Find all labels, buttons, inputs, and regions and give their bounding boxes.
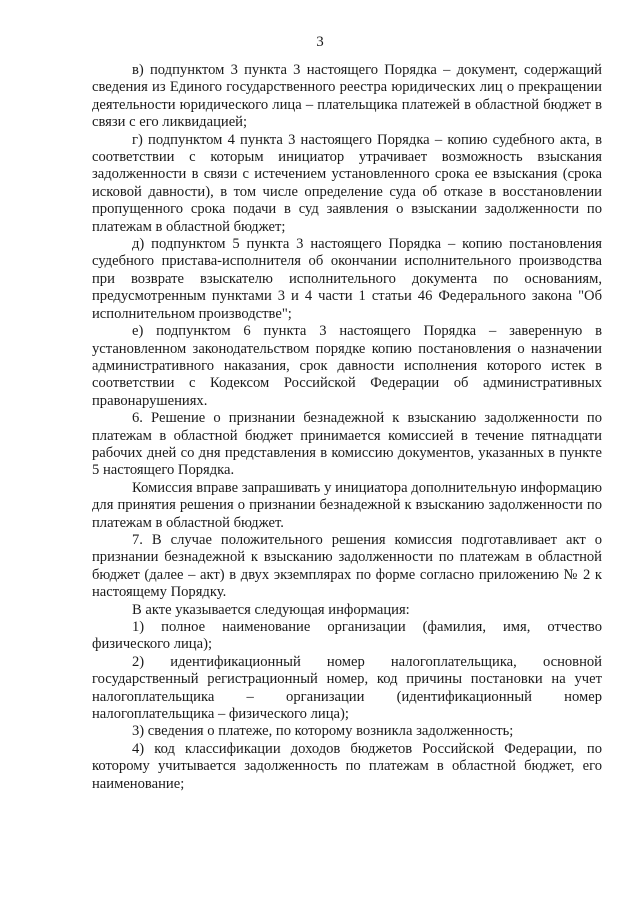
paragraph-item-7: 7. В случае положительного решения комиссия подготавливает акт о признании безнадежной к взысканию задолженности по платежам в областной бюджет (далее – акт) в двух экземплярах по форме согласно приложению № 2 к настоящему Порядку. — [92, 531, 602, 601]
paragraph-item-6: 6. Решение о признании безнадежной к взысканию задолженности по платежам в областной бюджет принимается комиссией в течение пятнадцати рабочих дней со дня представления в комиссию документов, указанных в пункте 5 настоящего Порядка. — [92, 410, 602, 479]
paragraph-subitem-g: г) подпунктом 4 пункта 3 настоящего Порядка – копию судебного акта, в соответствии с которым инициатор утрачивает возможность взыскания задолженности в связи с истечением установленного срока ее взыскания (срока исковой давности), в том числе определение суда об отказе в восстановлении пропущенного срока подачи в суд заявления о взыскании задолженности по платежам в областной бюджет; — [92, 131, 602, 235]
paragraph-subitem-d: д) подпунктом 5 пункта 3 настоящего Порядка – копию постановления судебного пристава-исполнителя об окончании исполнительного производства при возврате взыскателю исполнительного документа по основаниям, предусмотренным пунктами 3 и 4 части 1 статьи 46 Федерального закона "Об исполнительном производстве"; — [92, 236, 602, 322]
list-item-1: 1) полное наименование организации (фамилия, имя, отчество физического лица); — [92, 619, 602, 653]
list-item-2: 2) идентификационный номер налогоплательщика, основной государственный регистрационный номер, код причины постановки на учет налогоплательщика – организации (идентификационный номер налогоплательщика – физического лица); — [92, 653, 602, 723]
list-item-4: 4) код классификации доходов бюджетов Российской Федерации, по которому учитывается задолженность по платежам в областной бюджет, его наименование; — [92, 740, 602, 792]
paragraph-subitem-e: е) подпунктом 6 пункта 3 настоящего Порядка – заверенную в установленном законодательством порядке копию постановления о назначении административного наказания, срок давности исполнения которого истек в соответствии с Кодексом Российской Федерации об административных правонарушениях. — [92, 323, 602, 409]
list-item-3: 3) сведения о платеже, по которому возникла задолженность; — [132, 723, 514, 740]
page-number: 3 — [316, 34, 324, 50]
paragraph-subitem-v: в) подпунктом 3 пункта 3 настоящего Порядка – документ, содержащий сведения из Единого государственного реестра юридических лиц о прекращении деятельности юридического лица – плательщика платежей в областной бюджет в связи с его ликвидацией; — [92, 62, 602, 131]
document-body — [92, 62, 602, 793]
paragraph-act-info-intro: В акте указывается следующая информация: — [132, 601, 410, 618]
paragraph-commission-request: Комиссия вправе запрашивать у инициатора дополнительную информацию для принятия решения о признании безнадежной к взысканию задолженности по платежам в областной бюджет. — [92, 479, 602, 531]
